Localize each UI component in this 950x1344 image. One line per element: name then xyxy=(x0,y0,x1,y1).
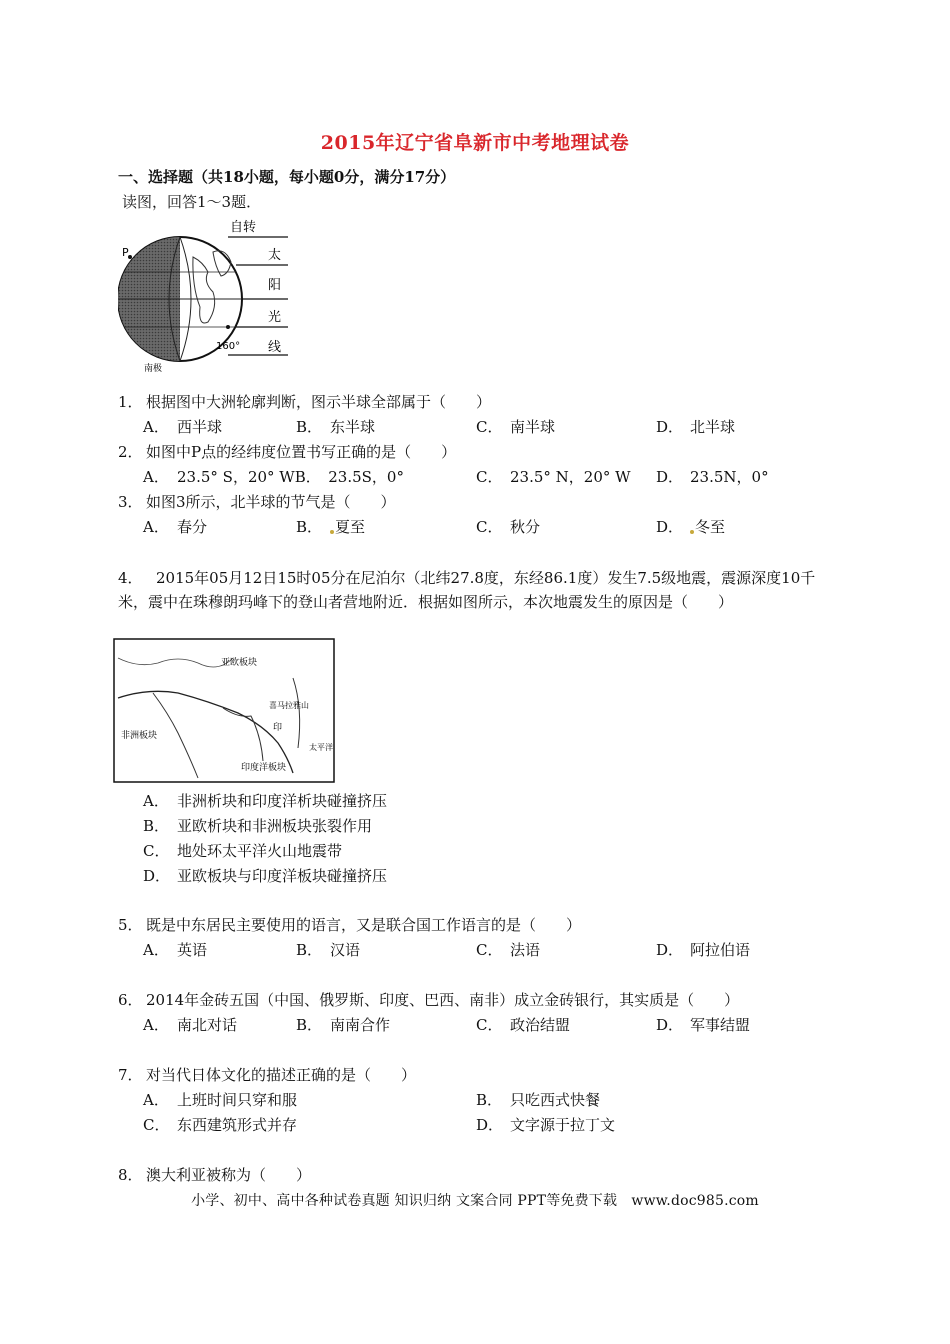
african-plate-label: 非洲板块 xyxy=(121,731,158,741)
q1-option-b[interactable]: B． 东半球 xyxy=(296,418,376,436)
q1-option-c[interactable]: C． 南半球 xyxy=(476,418,556,436)
eurasian-plate-label: 亚欧板块 xyxy=(221,658,258,668)
q3-option-d[interactable]: D． 冬至 xyxy=(656,518,726,536)
q6-option-c[interactable]: C． 政治结盟 xyxy=(476,1016,571,1034)
q5-option-c[interactable]: C． 法语 xyxy=(476,941,541,959)
question-6: 6． 2014年金砖五国（中国、俄罗斯、印度、巴西、南非）成立金砖银行，其实质是（ ） xyxy=(118,991,740,1009)
rotation-label: 自转 xyxy=(230,220,257,235)
sun-label-1: 太 xyxy=(268,248,282,263)
q4-option-a[interactable]: A． 非洲析块和印度洋析块碰撞挤压 xyxy=(143,792,388,810)
page-title: 2015年辽宁省阜新市中考地理试卷 xyxy=(320,132,630,154)
q5-option-d[interactable]: D． 阿拉伯语 xyxy=(656,941,751,959)
q1-option-d[interactable]: D． 北半球 xyxy=(656,418,736,436)
india-label: 印 xyxy=(273,723,283,733)
q1-option-a[interactable]: A． 西半球 xyxy=(143,418,223,436)
q5-option-b[interactable]: B． 汉语 xyxy=(296,941,361,959)
q7-option-a[interactable]: A． 上班时间只穿和服 xyxy=(143,1091,298,1109)
q7-option-d[interactable]: D． 文字源于拉丁文 xyxy=(476,1116,616,1134)
q7-option-b[interactable]: B． 只吃西式快餐 xyxy=(476,1091,601,1109)
q3-option-c[interactable]: C． 秋分 xyxy=(476,518,541,536)
q4-option-b[interactable]: B． 亚欧析块和非洲板块张裂作用 xyxy=(143,817,373,835)
question-1: 1． 根据图中大洲轮廓判断，图示半球全部属于（ ） xyxy=(118,393,492,411)
question-8: 8． 澳大利亚被称为（ ） xyxy=(118,1166,312,1184)
section-heading: 一、选择题（共18小题，每小题0分，满分17分） xyxy=(118,168,456,186)
q5-option-a[interactable]: A． 英语 xyxy=(143,941,208,959)
q2-option-c[interactable]: C． 23.5° N，20° W xyxy=(476,468,631,486)
intro-text: 读图，回答1～3题． xyxy=(122,193,262,211)
question-2: 2． 如图中P点的经纬度位置书写正确的是（ ） xyxy=(118,443,457,461)
page-footer: 小学、初中、高中各种试卷真题 知识归纳 文案合同 PPT等免费下载 www.doc985.com xyxy=(191,1193,759,1209)
q2-option-a[interactable]: A． 23.5° S，20° WB． 23.5S，0° xyxy=(143,468,404,486)
sun-label-2: 阳 xyxy=(268,278,282,293)
himalaya-label: 喜马拉雅山 xyxy=(269,701,309,710)
q6-option-b[interactable]: B． 南南合作 xyxy=(296,1016,391,1034)
indian-plate-label: 印度洋板块 xyxy=(241,763,287,773)
question-4: 4． 2015年05月12日15时05分在尼泊尔（北纬27.8度，东经86.1度）发生7.5级地震，震源深度10千米，震中在珠穆朗玛峰下的登山者营地附近．根据如图所示，本次地震发生的原因是（ ） xyxy=(118,569,816,611)
sun-label-4: 线 xyxy=(268,340,282,355)
point-p-label: P xyxy=(122,246,129,259)
sun-label-3: 光 xyxy=(268,310,282,325)
q2-option-d[interactable]: D． 23.5N，0° xyxy=(656,468,769,486)
pacific-label: 太平洋 xyxy=(309,743,333,752)
question-3: 3． 如图3所示，北半球的节气是（ ） xyxy=(118,493,396,511)
south-pole-label: 南极 xyxy=(144,364,163,372)
q4-option-d[interactable]: D． 亚欧板块与印度洋板块碰撞挤压 xyxy=(143,867,388,885)
q6-option-d[interactable]: D． 军事结盟 xyxy=(656,1016,751,1034)
plate-map-figure xyxy=(113,638,335,783)
globe-figure xyxy=(118,217,298,372)
question-5: 5． 既是中东居民主要使用的语言，又是联合国工作语言的是（ ） xyxy=(118,916,582,934)
q3-option-a[interactable]: A． 春分 xyxy=(143,518,208,536)
longitude-label: 160° xyxy=(216,341,241,352)
q7-option-c[interactable]: C． 东西建筑形式并存 xyxy=(143,1116,298,1134)
q6-option-a[interactable]: A． 南北对话 xyxy=(143,1016,238,1034)
q4-option-c[interactable]: C． 地处环太平洋火山地震带 xyxy=(143,842,343,860)
question-7: 7． 对当代日体文化的描述正确的是（ ） xyxy=(118,1066,417,1084)
q3-option-b[interactable]: B． 夏至 xyxy=(296,518,366,536)
